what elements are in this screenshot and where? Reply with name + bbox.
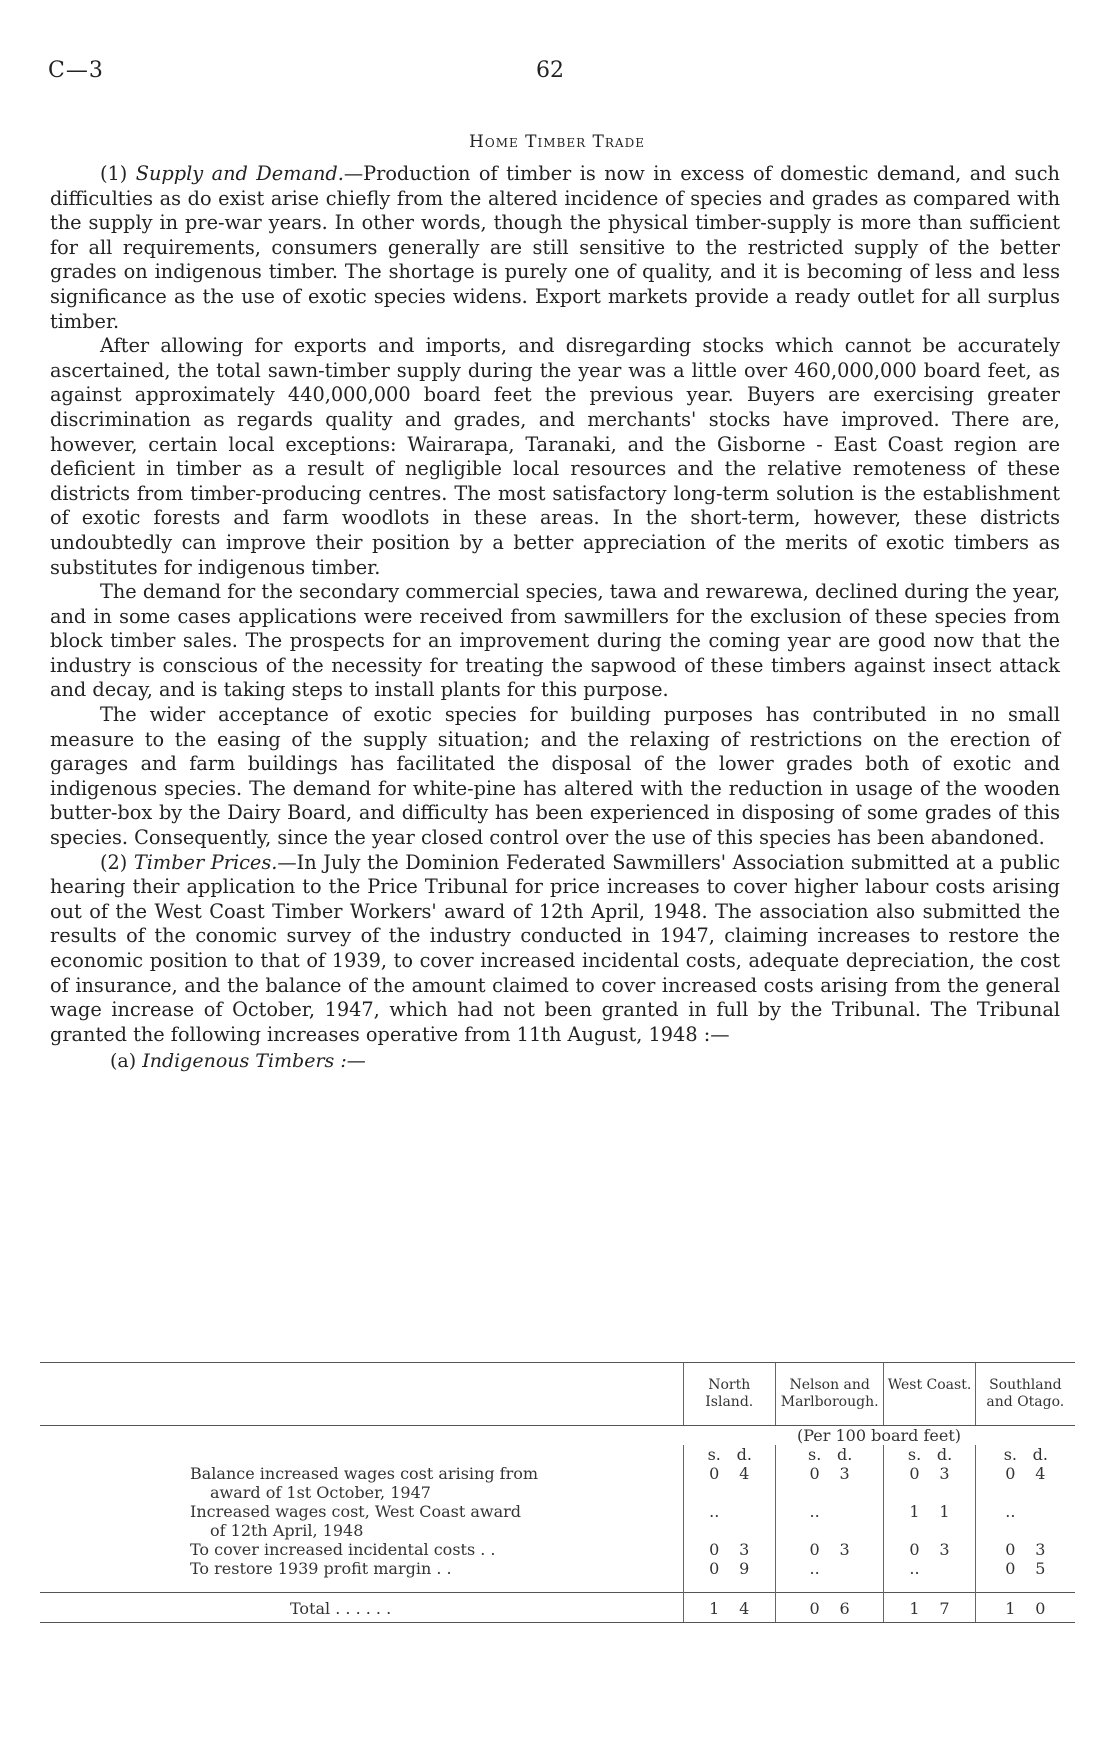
table-row: Balance increased wages cost arising from 0 4 0 3 0 3 0 4: [40, 1464, 1075, 1483]
paragraph: The demand for the secondary commercial species, tawa and rewarewa, declined during the year, and in some cases applications were received from sawmillers for the exclusion of these species from block timber sales. The prospects for an improvement during the coming year are good now that the industry is conscious of the necessity for treating the sapwood of these timbers against insect attack and decay, and is taking steps to install plants for this purpose.: [50, 580, 1060, 702]
row-label: To restore 1939 profit margin . .: [190, 1559, 452, 1578]
paragraph-heading: Supply and Demand.: [135, 162, 344, 185]
total-row: Total . . . . . . 1 4 0 6 1 7 1 0: [40, 1593, 1075, 1623]
table-row-continued: of 12th April, 1948: [40, 1521, 1075, 1540]
paragraph: (2) Timber Prices.—In July the Dominion Federated Sawmillers' Association submitted at a public hearing their application to the Price Tribunal for price increases to cover higher labour costs arising out of the West Coast Timber Workers' award of 12th April, 1948. The association also submitted the results of the conomic survey of the industry conducted in 1947, claiming increases to restore the economic position to that of 1939, to cover increased incidental costs, adequate depreciation, the cost of insurance, and the balance of the amount claimed to cover increased costs arising from the general wage increase of October, 1947, which had not been granted in full by the Tribunal. The Tribunal granted the following increases operative from 11th August, 1948 :—: [50, 850, 1061, 1046]
column-header: West Coast.: [884, 1363, 975, 1426]
table-subheading: (a) Indigenous Timbers :—: [110, 1050, 366, 1073]
page-header: [0, 58, 1114, 88]
row-label: Balance increased wages cost arising from: [190, 1464, 539, 1483]
column-header: Southland and Otago.: [975, 1363, 1075, 1426]
section-title: Home Timber Trade: [469, 132, 645, 152]
page-number: 62: [536, 58, 564, 83]
table-row: To cover increased incidental costs . . 0 3 0 3 0 3 0 3: [40, 1540, 1075, 1559]
units-row: [40, 1426, 1075, 1446]
units-note: (Per 100 board feet): [797, 1426, 962, 1445]
price-increase-table: [40, 1362, 1075, 1623]
column-header: Nelson and Marlborough.: [775, 1363, 883, 1426]
table-row-continued: award of 1st October, 1947: [40, 1483, 1075, 1502]
document-code: C—3: [48, 58, 104, 83]
table-header-row: [40, 1363, 1075, 1426]
paragraph: The wider acceptance of exotic species for building purposes has contributed in no small measure to the easing of the supply situation; and the relaxing of restrictions on the erection of garages and farm buildings has facilitated the disposal of the lower grades both of exotic and indigenous species. The demand for white-pine has altered with the reduction in usage of the wooden butter-box by the Dairy Board, and difficulty has been experienced in disposing of some grades of this species. Consequently, since the year closed control over the use of this species has been abandoned.: [50, 703, 1060, 850]
paragraph: (1) Supply and Demand.—Production of timber is now in excess of domestic demand, and such difficulties as do exist arise chiefly from the altered incidence of species and grades as compared with the supply in pre-war years. In other words, though the physical timber-supply is more than sufficient for all requirements, consumers generally are still sensitive to the restricted supply of the better grades on indigenous timber. The shortage is purely one of quality, and it is becoming of less and less significance as the use of exotic species widens. Export markets provide a ready outlet for all surplus timber.: [50, 162, 1060, 333]
body-text: [50, 162, 1060, 1074]
total-label: Total . . . . . .: [40, 1593, 683, 1623]
table-row: Increased wages cost, West Coast award .. .. 1 1 ..: [40, 1502, 1075, 1521]
column-header: North Island.: [683, 1363, 775, 1426]
paragraph-heading: Timber Prices.: [133, 850, 278, 874]
sd-row: s. d. s. d. s. d. s. d.: [40, 1445, 1075, 1464]
row-label: Increased wages cost, West Coast award: [190, 1502, 522, 1521]
paragraph: After allowing for exports and imports, and disregarding stocks which cannot be accurately ascertained, the total sawn-timber supply during the year was a little over 460,000,000 board feet, as against approximately 440,000,000 board feet the previous year. Buyers are exercising greater discrimination as regards quality and grades, and merchants' stocks have improved. There are, however, certain local exceptions: Wairarapa, Taranaki, and the Gisborne - East Coast region are deficient in timber as a result of negligible local resources and the relative remoteness of these districts from timber-producing centres. The most satisfactory long-term solution is the establishment of exotic forests and farm woodlots in these areas. In the short-term, however, these districts undoubtedly can improve their position by a better appreciation of the merits of exotic timbers as substitutes for indigenous timber.: [50, 334, 1060, 579]
table-row: To restore 1939 profit margin . . 0 9 .. .. 0 5: [40, 1559, 1075, 1578]
row-label: To cover increased incidental costs . .: [190, 1540, 496, 1559]
